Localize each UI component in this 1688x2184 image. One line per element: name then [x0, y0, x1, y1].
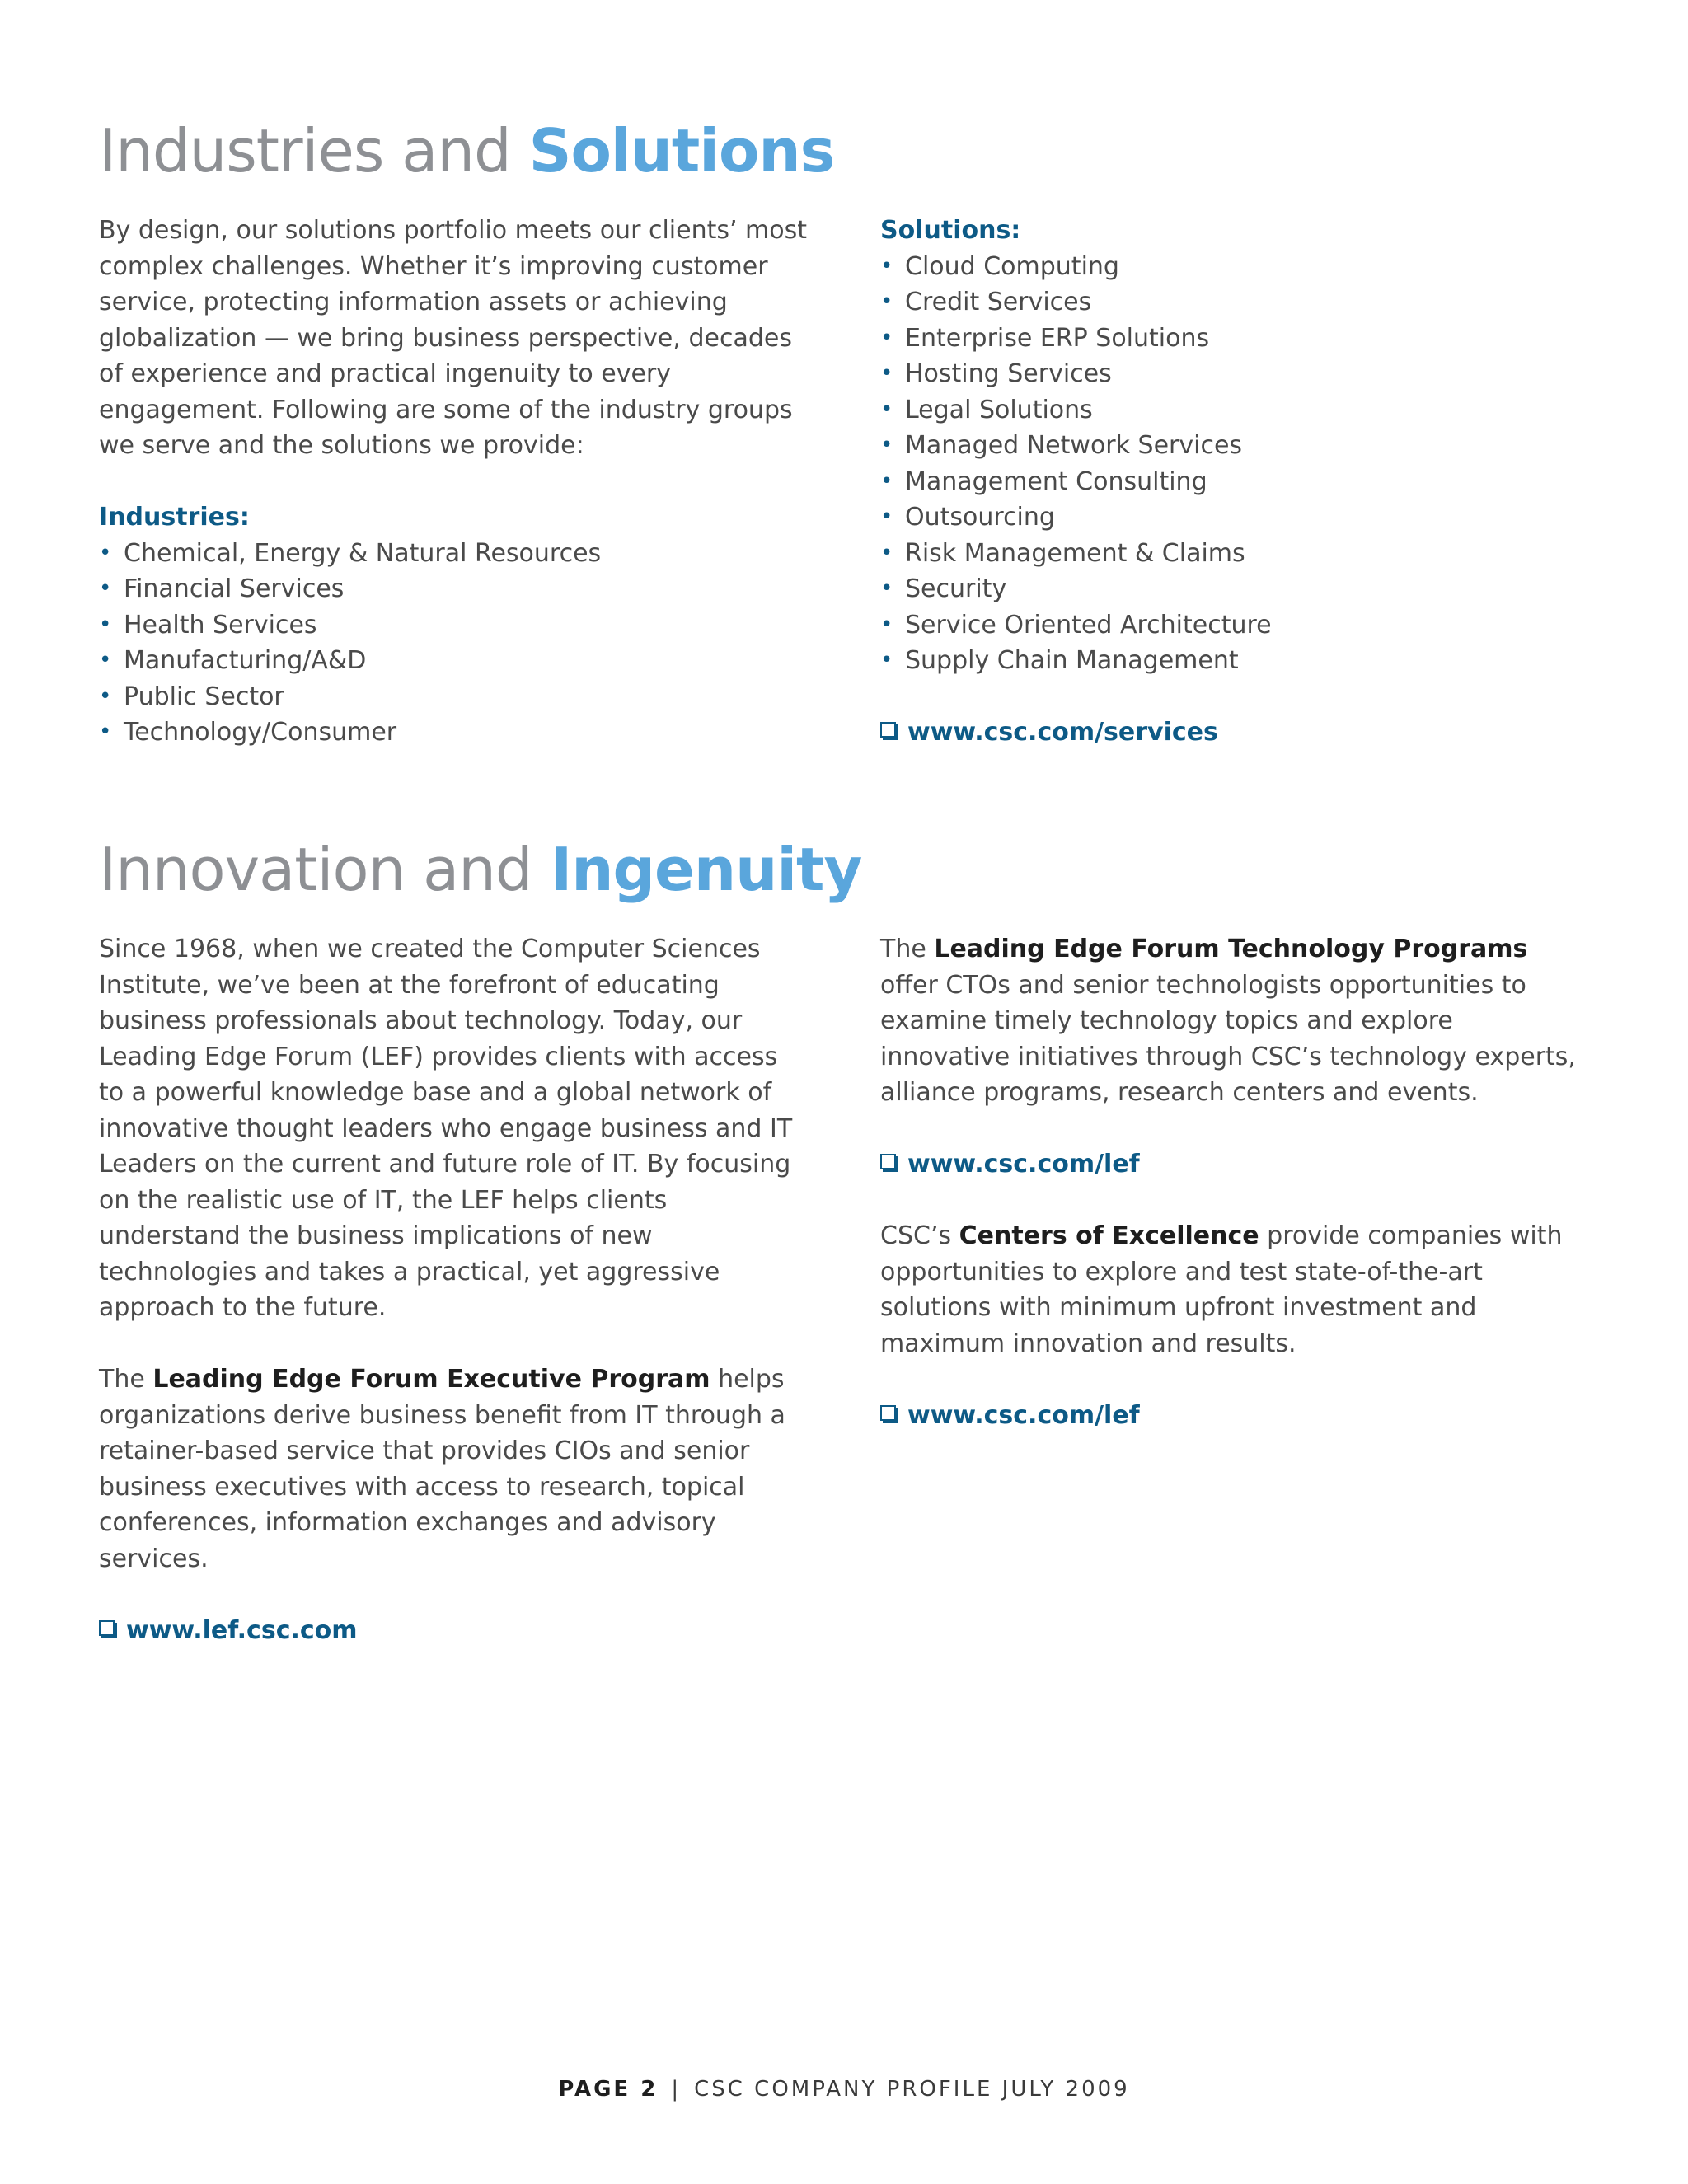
- solutions-item-label: Hosting Services: [905, 359, 1112, 388]
- bullet-icon: •: [880, 648, 893, 673]
- solutions-column: [880, 213, 1589, 751]
- industries-item-label: Financial Services: [124, 574, 345, 603]
- section-title-industries-solutions: [99, 114, 835, 188]
- bullet-icon: •: [99, 719, 112, 744]
- solutions-item: [880, 464, 1589, 500]
- text-fragment: provide companies with opportunities to explore and test state-of-the-art solutions with minimum upfront investment and maximum innovation and results.: [880, 1221, 1563, 1358]
- solutions-item: [880, 536, 1589, 572]
- solutions-item: [880, 607, 1589, 644]
- csc-lef-link-2[interactable]: [880, 1398, 1589, 1434]
- csc-lef-link-1-text[interactable]: www.csc.com/lef: [907, 1150, 1140, 1179]
- services-link[interactable]: [880, 715, 1589, 751]
- solutions-item: [880, 356, 1589, 392]
- industries-item-label: Public Sector: [124, 682, 284, 711]
- executive-program-name: Leading Edge Forum Executive Program: [152, 1365, 710, 1394]
- bullet-icon: •: [99, 648, 112, 673]
- executive-program-paragraph: [99, 1361, 808, 1577]
- solutions-item: [880, 643, 1589, 679]
- checkbox-icon: [880, 1154, 896, 1169]
- industries-item-label: Chemical, Energy & Natural Resources: [124, 538, 602, 568]
- text-fragment: helps organizations derive business benefit from IT through a retainer-based service that provides CIOs and senior business executives with access to research, topical conferences, information exchanges and advisory services.: [99, 1365, 785, 1573]
- solutions-item: [880, 249, 1589, 285]
- bullet-icon: •: [99, 683, 112, 709]
- solutions-item: [880, 284, 1589, 321]
- csc-lef-link-1[interactable]: [880, 1146, 1589, 1183]
- checkbox-icon: [880, 722, 896, 738]
- industries-item: [99, 607, 808, 644]
- page-number: PAGE 2: [558, 2077, 659, 2102]
- solutions-item-label: Legal Solutions: [905, 395, 1093, 424]
- csc-lef-link-2-text[interactable]: www.csc.com/lef: [907, 1400, 1140, 1430]
- services-link-text[interactable]: www.csc.com/services: [907, 718, 1218, 747]
- title-light: Industries and: [99, 116, 529, 185]
- industries-list: [99, 536, 808, 751]
- lef-link[interactable]: [99, 1613, 808, 1649]
- footer-separator: |: [671, 2077, 682, 2102]
- innovation-left-column: [99, 931, 808, 1648]
- innovation-right-column: [880, 931, 1589, 1433]
- technology-programs-name: Leading Edge Forum Technology Programs: [934, 935, 1528, 963]
- lef-history-paragraph: Since 1968, when we created the Computer Sciences Institute, we’ve been at the forefront of educating business professionals about technology. Today, our Leading Edge Forum (LEF) provides clients with access to a powerful knowledge base and a global network of innovative thought leaders who engage business and IT Leaders on the current and future role of IT. By focusing on the realistic use of IT, the LEF helps clients understand the business implications of new technologies and takes a practical, yet aggressive approach to the future.: [99, 935, 793, 1322]
- solutions-item-label: Cloud Computing: [905, 251, 1119, 281]
- solutions-item-label: Supply Chain Management: [905, 646, 1239, 675]
- solutions-item-label: Service Oriented Architecture: [905, 610, 1272, 640]
- lef-link-text[interactable]: www.lef.csc.com: [126, 1615, 358, 1645]
- text-fragment: offer CTOs and senior technologists opportunities to examine timely technology topics and explore innovative initiatives through CSC’s technology experts, alliance programs, research centers and events.: [880, 970, 1576, 1107]
- industries-item-label: Health Services: [124, 610, 317, 640]
- bullet-icon: •: [880, 396, 893, 422]
- solutions-item-label: Risk Management & Claims: [905, 538, 1245, 568]
- industries-item: [99, 679, 808, 715]
- text-fragment: CSC’s: [880, 1221, 959, 1250]
- solutions-item: [880, 499, 1589, 536]
- industries-item-label: Manufacturing/A&D: [124, 646, 367, 675]
- bullet-icon: •: [880, 253, 893, 279]
- bullet-icon: •: [880, 540, 893, 565]
- solutions-item: [880, 321, 1589, 357]
- solutions-item: [880, 392, 1589, 429]
- intro-paragraph: By design, our solutions portfolio meets our clients’ most complex challenges. Whether it’s improving customer service, protecting information assets or achieving globalization — we bring business perspective, decades of experience and practical ingenuity to every engagement. Following are some of the industry groups we serve and the solutions we provide:: [99, 216, 808, 460]
- bullet-icon: •: [880, 612, 893, 637]
- section-title-innovation-ingenuity: [99, 832, 861, 907]
- industries-item-label: Technology/Consumer: [124, 718, 397, 747]
- solutions-item-label: Enterprise ERP Solutions: [905, 323, 1210, 353]
- solutions-label: Solutions:: [880, 216, 1021, 245]
- centers-of-excellence-paragraph: [880, 1218, 1589, 1361]
- industries-item: [99, 643, 808, 679]
- centers-of-excellence-name: Centers of Excellence: [959, 1221, 1259, 1250]
- industries-item: [99, 536, 808, 572]
- page-footer: [0, 2077, 1688, 2102]
- title-accent: Solutions: [528, 116, 835, 185]
- footer-title: CSC COMPANY PROFILE JULY 2009: [694, 2077, 1130, 2102]
- technology-programs-paragraph: [880, 931, 1589, 1111]
- bullet-icon: •: [880, 433, 893, 457]
- title-light: Innovation and: [99, 835, 551, 904]
- text-fragment: The: [99, 1365, 153, 1394]
- checkbox-icon: [880, 1405, 896, 1421]
- bullet-icon: •: [99, 540, 112, 565]
- solutions-item: [880, 428, 1589, 464]
- industries-item: [99, 715, 808, 751]
- bullet-icon: •: [99, 612, 112, 637]
- title-accent: Ingenuity: [550, 835, 862, 904]
- solutions-item-label: Security: [905, 574, 1007, 603]
- solutions-item-label: Credit Services: [905, 288, 1092, 316]
- bullet-icon: •: [880, 325, 893, 350]
- bullet-icon: •: [880, 468, 893, 494]
- checkbox-icon: [99, 1620, 115, 1636]
- solutions-list: [880, 249, 1589, 679]
- solutions-item: [880, 571, 1589, 607]
- text-fragment: The: [880, 935, 935, 963]
- bullet-icon: •: [880, 576, 893, 601]
- industries-label: Industries:: [99, 503, 250, 532]
- solutions-item-label: Outsourcing: [905, 503, 1055, 532]
- bullet-icon: •: [880, 504, 893, 529]
- industries-item: [99, 571, 808, 607]
- bullet-icon: •: [880, 361, 893, 386]
- bullet-icon: •: [99, 576, 112, 601]
- bullet-icon: •: [880, 289, 893, 314]
- industries-column: [99, 213, 808, 751]
- solutions-item-label: Management Consulting: [905, 466, 1207, 496]
- solutions-item-label: Managed Network Services: [905, 431, 1243, 460]
